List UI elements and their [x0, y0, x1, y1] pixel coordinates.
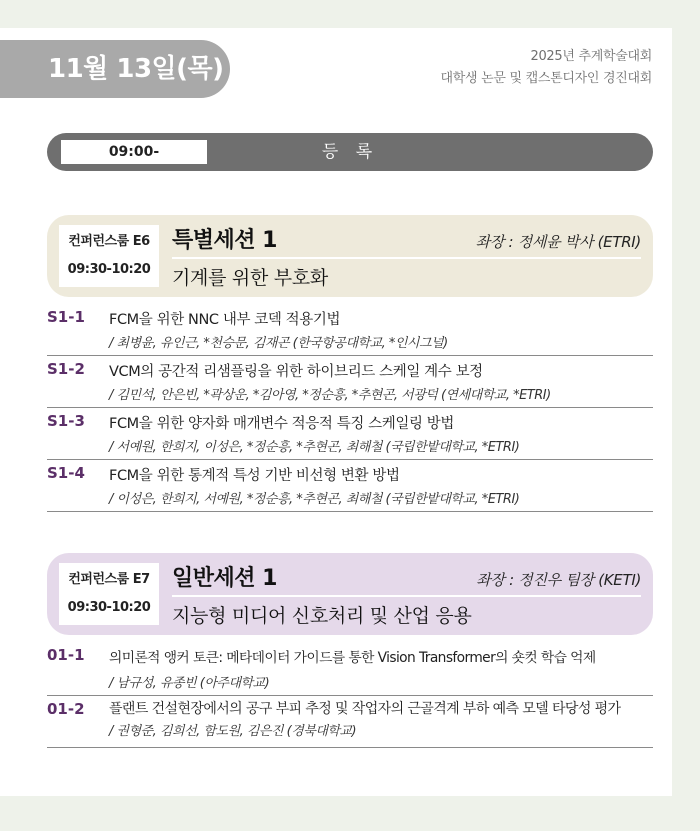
paper-title: VCM의 공간적 리샘플링을 위한 하이브리드 스케일 계수 보정: [109, 364, 483, 380]
paper-row: [47, 408, 653, 460]
paper-title: [109, 698, 653, 743]
session-title: 일반세션 1: [172, 566, 277, 591]
conference-info: [441, 46, 652, 90]
session-chair: 좌장 : 정진우 팀장 (KETI): [476, 571, 641, 589]
divider: [172, 595, 641, 597]
registration-time: 09:00-: [61, 140, 207, 164]
paper-authors: / 김민석, 안은빈, *곽상운, *김아영, *정순흥, *추현곤, 서광덕 (연세대학교, *ETRI): [109, 388, 551, 403]
paper-row: [47, 356, 653, 408]
session-time: 09:30-10:20: [67, 600, 151, 615]
paper-authors: / 남규성, 유종빈 (아주대학교): [109, 676, 270, 691]
session-header-general-1: [47, 553, 653, 635]
paper-row: [47, 304, 653, 356]
room-label: 컨퍼런스룸 E7: [68, 572, 150, 587]
paper-authors: / 최병윤, 유인근, *천승문, 김재곤 (한국항공대학교, *인시그널): [109, 336, 448, 351]
paper-authors: / 이성은, 한희지, 서예원, *정순흥, *추현곤, 최해철 (국립한밭대학교, *ETRI): [109, 492, 520, 507]
paper-code: S1-1: [47, 308, 85, 326]
room-label: 컨퍼런스룸 E6: [68, 234, 150, 249]
paper-row: [47, 696, 653, 748]
registration-label: 등 록: [321, 142, 379, 162]
room-time-box: [59, 563, 159, 625]
paper-code: S1-2: [47, 360, 85, 378]
session-subtitle: 기계를 위한 부호화: [172, 267, 328, 289]
paper-authors: / 서예원, 한희지, 이성은, *정순흥, *추현곤, 최해철 (국립한밭대학교, *ETRI): [109, 440, 520, 455]
paper-title: FCM을 위한 NNC 내부 코덱 적용기법: [109, 312, 341, 328]
session-title: 특별세션 1: [172, 228, 277, 253]
paper-code: 01-1: [47, 646, 85, 664]
date-badge: [0, 40, 230, 98]
paper-row: [47, 460, 653, 512]
session-time: 09:30-10:20: [67, 262, 151, 277]
session-chair: 좌장 : 정세윤 박사 (ETRI): [475, 233, 641, 251]
conference-title: 2025년 추계학술대회: [530, 49, 652, 64]
registration-bar: [47, 133, 653, 171]
paper-code: 01-2: [47, 700, 85, 718]
paper-title-text: 플랜트 건설현장에서의 공구 부피 추정 및 작업자의 근골격계 부하 예측 모델 타당성 평가: [109, 701, 621, 717]
paper-code: S1-4: [47, 464, 85, 482]
paper-title: FCM을 위한 통계적 특성 기반 비선형 변환 방법: [109, 468, 400, 484]
session-header-special-1: [47, 215, 653, 297]
date-label: 11월 13일(목): [48, 54, 224, 84]
divider: [172, 257, 641, 259]
conference-subtitle: 대학생 논문 및 캡스톤디자인 경진대회: [440, 71, 652, 86]
paper-code: S1-3: [47, 412, 85, 430]
paper-title: FCM을 위한 양자화 매개변수 적응적 특징 스케일링 방법: [109, 416, 454, 432]
paper-title: 의미론적 앵커 토큰: 메타데이터 가이드를 통한 Vision Transformer의 숏컷 학습 억제: [109, 650, 596, 666]
room-time-box: [59, 225, 159, 287]
paper-authors: / 권형준, 김희선, 함도원, 김은진 (경북대학교): [109, 724, 357, 739]
program-page: [0, 28, 672, 796]
session-subtitle: 지능형 미디어 신호처리 및 산업 응용: [172, 605, 472, 627]
paper-row: [47, 642, 653, 696]
